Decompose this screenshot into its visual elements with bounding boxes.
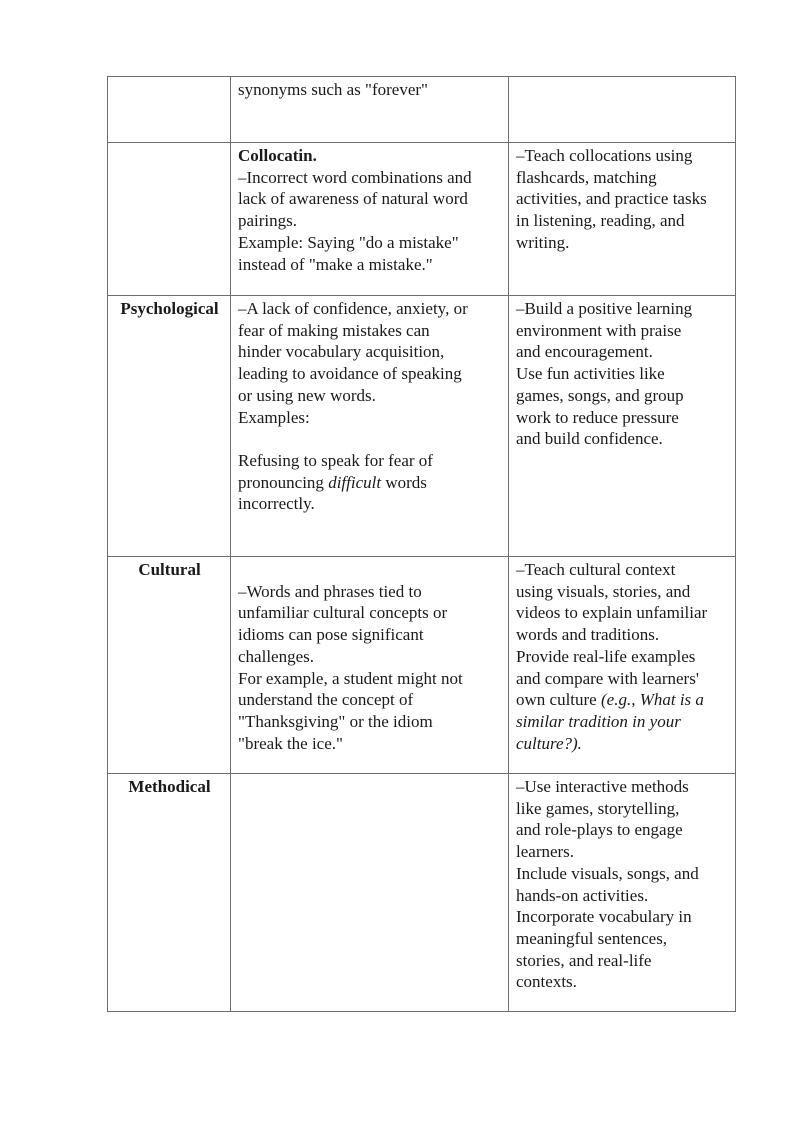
problem-cell [231, 143, 509, 296]
solution-line: Use fun activities like [516, 364, 665, 384]
emphasis-text: (e.g., What is a [600, 690, 704, 710]
problem-line: Example: Saying "do a mistake" [238, 232, 459, 252]
solution-cell [509, 77, 736, 143]
solution-line: –Use interactive methods [516, 777, 689, 796]
solution-line: flashcards, matching [516, 167, 657, 187]
solution-line [516, 733, 729, 755]
table-row [108, 143, 736, 296]
solution-line: games, songs, and group [516, 385, 684, 405]
problem-text: words [381, 472, 427, 492]
category-cell: Psychological [108, 296, 231, 557]
problem-line [238, 472, 502, 494]
category-cell [108, 143, 231, 296]
solution-line: like games, storytelling, [516, 798, 680, 818]
solution-line: in listening, reading, and [516, 211, 685, 231]
emphasis-text: similar tradition in your [516, 711, 681, 731]
problem-line: challenges. [238, 646, 314, 666]
problem-line: instead of "make a mistake." [238, 254, 433, 274]
category-cell: Methodical [108, 774, 231, 1012]
solution-line: –Teach collocations using [516, 146, 693, 165]
solution-line [516, 711, 729, 733]
problem-line: or using new words. [238, 385, 376, 405]
problem-line: hinder vocabulary acquisition, [238, 342, 445, 362]
solution-line: contexts. [516, 972, 577, 992]
solution-line: meaningful sentences, [516, 928, 668, 948]
solution-line: activities, and practice tasks [516, 189, 707, 209]
solution-cell [509, 296, 736, 557]
problem-line: –Incorrect word combinations and [238, 167, 472, 187]
emphasis-text: culture?). [516, 733, 582, 753]
problem-cell [231, 557, 509, 774]
solution-line: work to reduce pressure [516, 407, 679, 427]
problem-line: pairings. [238, 211, 298, 231]
table-row [108, 557, 736, 774]
problem-line: incorrectly. [238, 494, 315, 514]
problem-cell [231, 77, 509, 143]
problem-line: understand the concept of [238, 690, 414, 710]
problem-cell [231, 774, 509, 1012]
solution-cell [509, 774, 736, 1012]
problem-line: "Thanksgiving" or the idiom [238, 711, 433, 731]
problem-line: Examples: [238, 407, 310, 427]
solution-cell [509, 557, 736, 774]
problem-line: "break the ice." [238, 733, 343, 753]
solution-line: and encouragement. [516, 342, 653, 362]
paragraph-gap [238, 428, 502, 450]
solution-line: and compare with learners' [516, 668, 699, 688]
problem-line: idioms can pose significant [238, 625, 424, 645]
solution-line: environment with praise [516, 320, 682, 340]
solution-line: –Teach cultural context [516, 560, 676, 579]
table-row [108, 296, 736, 557]
solution-text: own culture [516, 690, 601, 710]
problem-line: –A lack of confidence, anxiety, or [238, 299, 468, 318]
solution-line: stories, and real-life [516, 950, 652, 970]
solution-line: and build confidence. [516, 429, 663, 449]
solution-line: words and traditions. [516, 625, 660, 645]
problem-line: unfamiliar cultural concepts or [238, 603, 448, 623]
solution-line: learners. [516, 842, 575, 862]
problem-line: –Words and phrases tied to [238, 581, 422, 601]
table-row [108, 774, 736, 1012]
solution-line: Incorporate vocabulary in [516, 907, 692, 927]
problem-line: Refusing to speak for fear of [238, 450, 433, 470]
solution-line: hands-on activities. [516, 885, 649, 905]
problem-line: lack of awareness of natural word [238, 189, 468, 209]
category-cell: Cultural [108, 557, 231, 774]
vocabulary-challenges-table [107, 76, 736, 1012]
problem-cell [231, 296, 509, 557]
category-cell [108, 77, 231, 143]
solution-line: writing. [516, 232, 570, 252]
problem-line: fear of making mistakes can [238, 320, 430, 340]
problem-heading: Collocatin. [238, 146, 317, 165]
emphasis-text: difficult [328, 472, 382, 492]
solution-line: and role-plays to engage [516, 820, 683, 840]
solution-line: using visuals, stories, and [516, 581, 691, 601]
problem-line: For example, a student might not [238, 668, 463, 688]
paragraph-gap [238, 559, 502, 581]
solution-line: Include visuals, songs, and [516, 863, 699, 883]
solution-line [516, 689, 729, 711]
solution-line: videos to explain unfamiliar [516, 603, 708, 623]
solution-line: –Build a positive learning [516, 299, 693, 318]
solution-line: Provide real-life examples [516, 646, 696, 666]
problem-line: leading to avoidance of speaking [238, 364, 462, 384]
problem-text: pronouncing [238, 472, 329, 492]
solution-cell [509, 143, 736, 296]
problem-line: synonyms such as "forever" [238, 80, 428, 99]
table-row [108, 77, 736, 143]
